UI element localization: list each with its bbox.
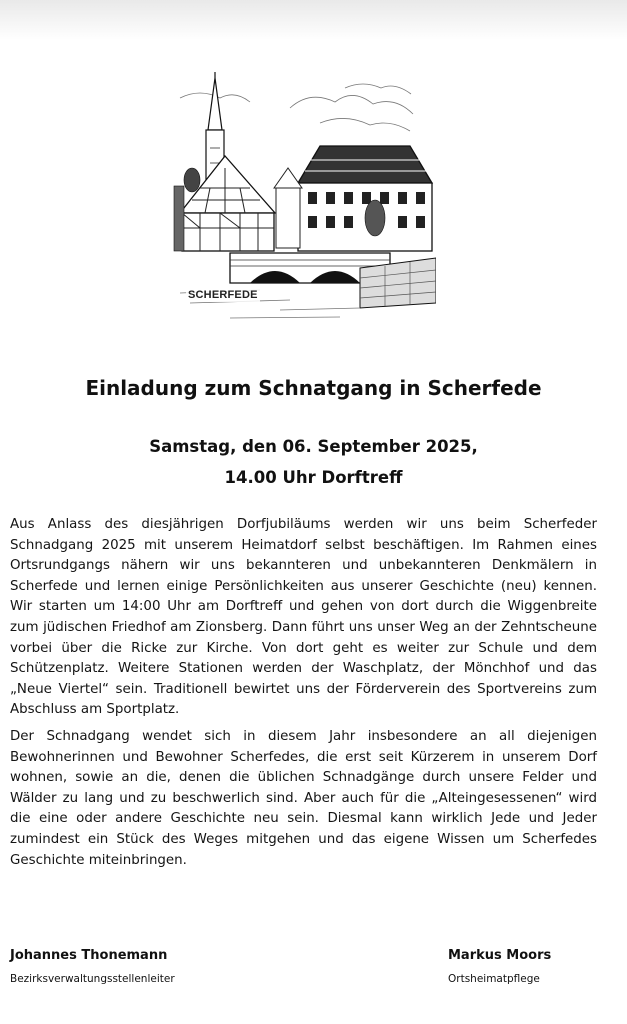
body-paragraph-1: Aus Anlass des diesjährigen Dorfjubiläums werden wir uns beim Scherfeder Schnadgang 2025 mit unserem Heimatdorf selbst beschäftigen. Im Rahmen eines Ortsrundgangs nähern wir uns bekannteren und unbekannteren Denkmälern in Scherfede und lernen einige Persönlichkeiten aus unserer Geschichte (neu) kennen. Wir starten um 14:00 Uhr am Dorftreff und gehen von dort durch die Wiggenbreite zum jüdischen Friedhof am Zionsberg. Dann führt uns unser Weg an der Zehntscheune vorbei über die Ricke zur Kirche. Von dort geht es weiter zur Schule und dem Schützenplatz. Weitere Stationen werden der Waschplatz, der Mönchhof und das „Neue Viertel“ sein. Traditionell bewirtet uns der Förderverein des Sportvereins zum Abschluss am Sportplatz.: [10, 517, 597, 718]
signature-left: [10, 948, 175, 985]
signature-right-role: Ortsheimatpflege: [448, 973, 540, 985]
top-shade: [0, 0, 627, 40]
event-time-location: 14.00 Uhr Dorftreff: [224, 468, 403, 487]
invitation-body: [10, 515, 597, 877]
page-title: Einladung zum Schnatgang in Scherfede: [85, 376, 542, 400]
signature-right: [448, 948, 551, 985]
signature-right-name: Markus Moors: [448, 948, 552, 963]
signature-left-role: Bezirksverwaltungsstellenleiter: [10, 973, 175, 985]
village-sketch-image: [170, 68, 436, 328]
image-caption: SCHERFEDE: [188, 289, 258, 301]
event-date: Samstag, den 06. September 2025,: [149, 437, 478, 456]
signature-left-name: Johannes Thonemann: [10, 948, 168, 963]
body-paragraph-2: Der Schnadgang wendet sich in diesem Jahr insbesondere an all diejenigen Bewohnerinnen und Bewohner Scherfedes, die erst seit Kürzerem in unserem Dorf wohnen, sowie an die, denen die üblichen Schnadgänge durch unsere Felder und Wälder zu lang und zu beschwerlich sind. Aber auch für die „Alteingesessenen“ wird die eine oder andere Geschichte neu sein. Diesmal kann wirklich Jede und Jeder zumindest ein Stück des Weges mitgehen und das eigene Wissen um Scherfedes Geschichte miteinbringen.: [10, 728, 597, 868]
